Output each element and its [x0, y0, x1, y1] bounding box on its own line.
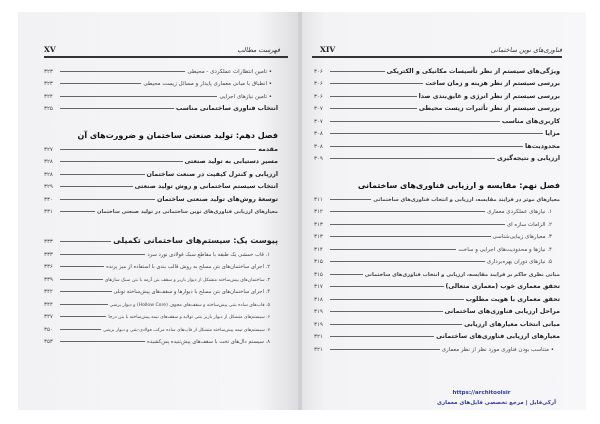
toc-entry[interactable]: تحقق معماری با هویت مطلوب ۳۱۸: [314, 295, 560, 303]
page-number: XIV: [320, 45, 336, 54]
book-spread: [18, 12, 586, 410]
left-toc: [44, 62, 278, 345]
toc-entry[interactable]: ۶. سیستم‌های متشکل از دیوار باربر بتنی تولایه و سقف‌های نیمه پیش‌ساخته با بتن درجا ۳۴۷: [44, 314, 270, 320]
left-page: [18, 12, 300, 410]
toc-entry[interactable]: • تامین نیازهای اجرایی ۳۲۴: [44, 87, 278, 100]
right-page-header: [320, 40, 562, 54]
toc-entry[interactable]: ۵. نیازهای دوران بهره‌برداری ۳۱۵: [314, 259, 552, 265]
appendix-heading[interactable]: پیوست یک: سیستم‌های ساختمانی تکمیلی ۳۳۳: [44, 236, 278, 245]
toc-entry[interactable]: ارزیابی و کنترل کیفیت در صنعت ساختمان ۳۲۸: [44, 170, 278, 178]
toc-entry[interactable]: بررسی سیستم از نظر تأثیرات زیست محیطی ۳۰۷: [314, 105, 560, 112]
toc-entry[interactable]: معیارهای ارزیابی فناوری‌های ساختمانی ۳۲۱: [314, 333, 560, 340]
right-page: [302, 12, 586, 410]
header-rule: [44, 56, 288, 58]
watermark-url[interactable]: https://architoolsir: [452, 390, 511, 396]
toc-entry[interactable]: انتخاب فناوری ساختمانی مناسب ۳۲۵: [44, 105, 278, 112]
toc-entry[interactable]: مراحل ارزیابی فناوری‌های ساختمانی ۳۱۹: [314, 308, 560, 315]
header-rule: [312, 56, 562, 58]
right-toc: [314, 62, 560, 353]
chapter-heading[interactable]: فصل نهم: مقایسه و ارزیابی فناوری‌های ساختمانی: [357, 181, 560, 190]
running-title: فهرست مطالب: [237, 46, 280, 54]
toc-entry[interactable]: ۱. نیازهای عملکردی معماری ۳۱۲: [314, 209, 552, 215]
toc-entry[interactable]: • انطباق با مبانی معماری پایدار و مسائل زیست محیطی ۳۲۳: [44, 75, 278, 88]
toc-entry[interactable]: ۴. نیازها و محدودیت‌های اجرایی و ساخت ۳۱۴: [314, 246, 552, 253]
toc-entry[interactable]: ۲. الزامات سازه ای ۳۱۳: [314, 221, 552, 228]
toc-entry[interactable]: • تامین انتظارات عملکردی - محیطی ۳۲۳: [44, 62, 278, 75]
toc-entry[interactable]: مقدمه ۳۲۷: [44, 145, 278, 153]
toc-entry[interactable]: مبانی انتخاب معیارهای ارزیابی ۳۱۹: [314, 320, 560, 328]
toc-entry[interactable]: مبانی نظری حاکم بر فرایند مقایسه، ارزیابی و انتخاب فناوری‌های ساختمانی ۳۱۵: [314, 271, 560, 278]
toc-entry[interactable]: مزایا ۳۰۸: [314, 130, 560, 137]
toc-entry[interactable]: ۵. قاب‌های ساده بتنی پیش‌ساخته و سقف‌های مجوف (Hollow Core) و دیوار برشی ۳۴۴: [44, 301, 270, 308]
page-number: XV: [44, 45, 56, 54]
toc-entry[interactable]: ۳. ساختمان‌های پیش‌ساخته متشکل از دیوار باربر و سقف بتن آرمه با بتن سبک سازهای ۳۳۹: [44, 276, 270, 283]
chapter-heading[interactable]: فصل دهم: تولید صنعتی ساختمان و ضرورت‌های آن: [77, 131, 278, 140]
toc-entry[interactable]: انتخاب سیستم ساختمانی و روش تولید صنعتی ۳۲۹: [44, 183, 278, 190]
toc-entry[interactable]: ۳. معیارهای زیبایی‌شناسی ۳۱۳: [314, 234, 552, 240]
toc-entry[interactable]: ۸. سیستم دال‌های تخت با سقف‌های پیش‌تنیده پس‌کشیده ۳۵۳: [44, 339, 270, 345]
toc-entry[interactable]: بررسی سیستم از نظر انرژی و عایق‌بندی صدا ۳۰۶: [314, 92, 560, 100]
toc-entry[interactable]: مسیر دستیابی به تولید صنعتی ۳۲۸: [44, 158, 278, 165]
toc-entry[interactable]: تحقق معماری خوب (معماری متعالی) ۳۱۷: [314, 283, 560, 290]
toc-entry[interactable]: ویژگی‌های سیستم از نظر تأسیسات مکانیکی و الکتریکی ۳۰۶: [314, 67, 560, 75]
toc-entry[interactable]: ۴. اجرای ساختمان‌های بتن مسلح با دیوارها و سقف‌های پیش‌ساخته تونلی ۳۴۲: [44, 289, 270, 295]
toc-entry[interactable]: معیارهای ارزیابی فناوری‌های نوین ساختمانی در تولید صنعتی ساختمان ۳۳۱: [44, 209, 278, 215]
toc-entry[interactable]: • متناسب بودن فناوری مورد نظر از نظر معماری ۳۲۱: [314, 340, 560, 353]
toc-entry[interactable]: ۱. قاب خمشی یک طبقه با مقاطع سبک فولادی نورد سرد ۳۳۳: [44, 251, 270, 258]
toc-entry[interactable]: توسعهٔ روش‌های تولید صنعتی ساختمان ۳۳۰: [44, 195, 278, 203]
left-page-header: [44, 40, 280, 54]
watermark: [437, 390, 556, 406]
toc-entry[interactable]: ارزیابی و نتیجه‌گیری ۳۰۹: [314, 155, 560, 162]
running-title: فناوری‌های نوین ساختمانی: [490, 46, 562, 54]
toc-entry[interactable]: ۲. اجرای ساختمان‌های بتن مسلح به روش قالب بندی با استفاده از میز پرنده ۳۳۶: [44, 264, 270, 270]
toc-entry[interactable]: محدودیت‌ها ۳۰۸: [314, 142, 560, 150]
toc-entry[interactable]: ۷. سیستم‌های نیمه پیش‌ساخته متشکل از قاب‌های ساده مرکب فولادی-بتنی و دیوار برشی ۳۵۰: [44, 326, 270, 333]
toc-entry[interactable]: کاربری‌های مناسب ۳۰۷: [314, 117, 560, 125]
watermark-text: آرکی‌فایل | مرجع تخصصی فایل‌های معماری: [436, 400, 556, 406]
toc-entry[interactable]: بررسی سیستم از نظر هزینه و زمان ساخت ۳۰۶: [314, 80, 560, 87]
toc-entry[interactable]: معیارهای موثر در فرایند مقایسه، ارزیابی و انتخاب فناوری‌های ساختمانی ۳۱۱: [314, 196, 560, 203]
